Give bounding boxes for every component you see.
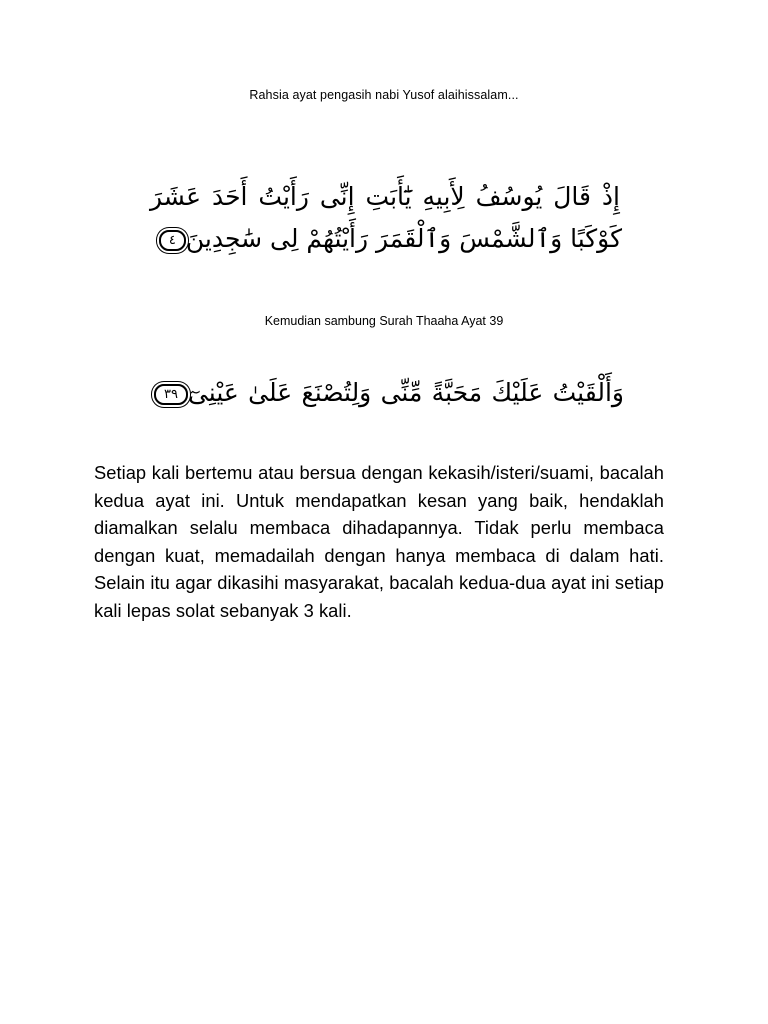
arabic-verse-1-line-2-text: كَوْكَبًا وَٱلشَّمْسَ وَٱلْقَمَرَ رَأَيْتُهُمْ لِى سَٰجِدِينَ — [185, 224, 622, 253]
body-paragraph: Setiap kali bertemu atau bersua dengan kekasih/isteri/suami, bacalah kedua ayat ini. Untuk mendapatkan kesan yang baik, hendaklah diamalkan selalu membaca dihadapannya. Tidak perlu membaca dengan kuat, memadailah dengan hanya membaca di dalam hati. Selain itu agar dikasihi masyarakat, bacalah kedua-dua ayat ini setiap kali lepas solat sebanyak 3 kali. — [94, 462, 664, 621]
arabic-verse-1-line-2 — [168, 224, 622, 253]
arabic-verse-1-line-1 — [150, 184, 620, 209]
verse-number-marker-1: ٤ — [159, 230, 186, 251]
arabic-verse-2-text: وَأَلْقَيْتُ عَلَيْكَ مَحَبَّةً مِّنِّى وَلِتُصْنَعَ عَلَىٰ عَيْنِىٓ — [187, 378, 624, 407]
section-heading: Kemudian sambung Surah Thaaha Ayat 39 — [264, 314, 504, 328]
arabic-verse-1-line-1-text: إِذْ قَالَ يُوسُفُ لِأَبِيهِ يَٰٓأَبَتِ إِنِّى رَأَيْتُ أَحَدَ عَشَرَ — [150, 182, 620, 211]
page-title: Rahsia ayat pengasih nabi Yusof alaihissalam... — [249, 88, 519, 102]
verse-number-marker-2: ٣٩ — [154, 384, 188, 405]
arabic-verse-2 — [148, 380, 624, 405]
